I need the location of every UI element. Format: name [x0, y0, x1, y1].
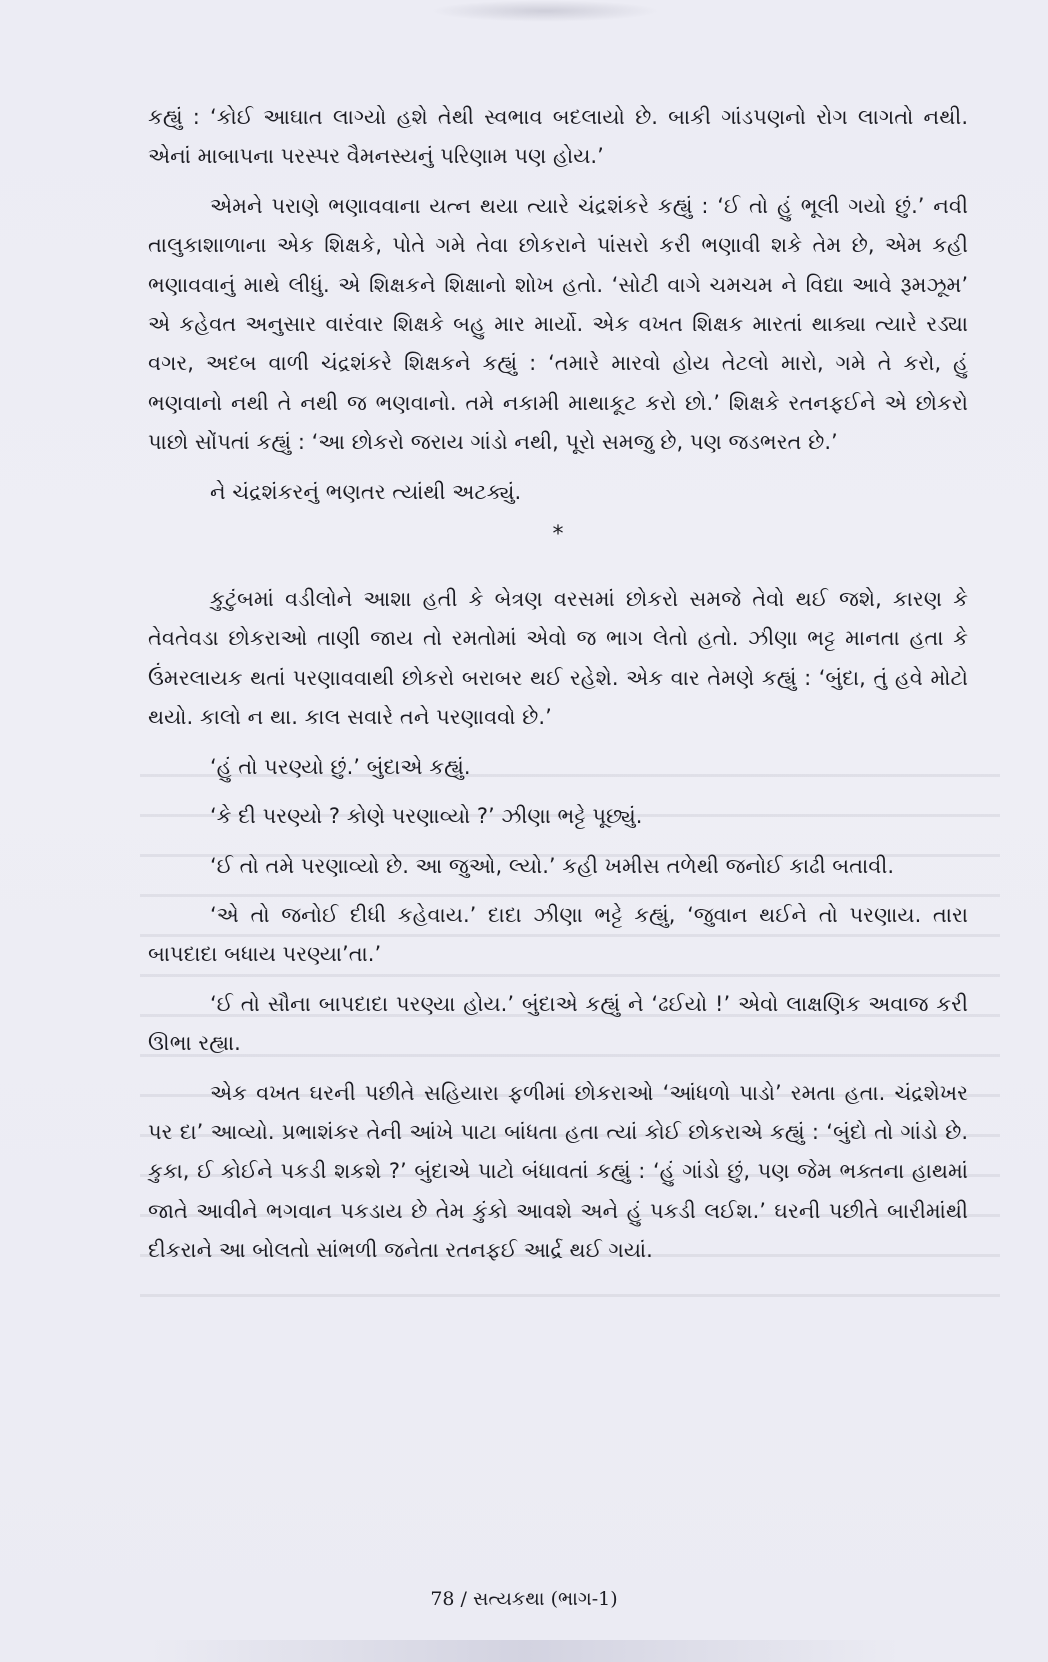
scan-edge	[150, 1640, 900, 1662]
paragraph: ‘એ તો જનોઈ દીધી કહેવાય.’ દાદા ઝીણા ભટ્ટે કહ્યું, ‘જુવાન થઈને તો પરણાય. તારા બાપદાદા બધાય પરણ્યા’તા.’	[148, 902, 968, 967]
paragraph: ‘ઈ તો તમે પરણાવ્યો છે. આ જુઓ, લ્યો.’ કહી ખમીસ તળેથી જનોઈ કાઢી બતાવી.	[210, 853, 895, 878]
paragraph: ‘હું તો પરણ્યો છું.’ બુંદાએ કહ્યું.	[210, 754, 471, 779]
paragraph: એમને પરાણે ભણાવવાના યત્ન થયા ત્યારે ચંદ્રશંકરે કહ્યું : ‘ઈ તો હું ભૂલી ગયો છું.’ નવી તાલુકાશાળાના એક શિક્ષકે, પોતે ગમે તેવા છોકરાને પાંસરો કરી ભણાવી શકે તેમ છે, એમ કહી ભણાવવાનું માથે લીધું. એ શિક્ષકને શિક્ષાનો શોખ હતો. ‘સોટી વાગે ચમચમ ને વિદ્યા આવે રૂમઝૂમ’ એ કહેવત અનુસાર વારંવાર શિક્ષકે બહુ માર માર્યો. એક વખત શિક્ષક મારતાં થાક્યા ત્યારે રડ્યા વગર, અદબ વાળી ચંદ્રશંકરે શિક્ષકને કહ્યું : ‘તમારે મારવો હોય તેટલો મારો, ગમે તે કરો, હું ભણવાનો નથી તે નથી જ ભણવાનો. તમે નકામી માથાકૂટ કરો છો.’ શિક્ષકે રતનફઈને એ છોકરો પાછો સોંપતાં કહ્યું : ‘આ છોકરો જરાય ગાંડો નથી, પૂરો સમજુ છે, પણ જડભરત છે.’	[148, 193, 968, 455]
page-footer: 78 / સત્યકથા (ભાગ-1)	[430, 1588, 618, 1610]
paragraph: કહ્યું : ‘કોઈ આઘાત લાગ્યો હશે તેથી સ્વભાવ બદલાયો છે. બાકી ગાંડપણનો રોગ લાગતો નથી. એનાં માબાપના પરસ્પર વૈમનસ્યનું પરિણામ પણ હોય.’	[148, 105, 968, 169]
scan-smudge	[430, 0, 660, 22]
paragraph: ને ચંદ્રશંકરનું ભણતર ત્યાંથી અટક્યું.	[210, 479, 522, 504]
paragraph: ‘કે દી પરણ્યો ? કોણે પરણાવ્યો ?’ ઝીણા ભટ્ટે પૂછ્યું.	[210, 804, 643, 829]
paragraph: એક વખત ઘરની પછીતે સહિયારા ફળીમાં છોકરાઓ ‘આંધળો પાડો’ રમતા હતા. ચંદ્રશેખર પર દા’ આવ્યો. પ્રભાશંકર તેની આંખે પાટા બાંધતા હતા ત્યાં કોઈ છોકરાએ કહ્યું : ‘બુંદો તો ગાંડો છે. કુકા, ઈ કોઈને પકડી શકશે ?’ બુંદાએ પાટો બંધાવતાં કહ્યું : ‘હું ગાંડો છું, પણ જેમ ભક્તના હાથમાં જાતે આવીને ભગવાન પકડાય છે તેમ કુંકો આવશે અને હું પકડી લઈશ.’ ઘરની પછીતે બારીમાંથી દીકરાને આ બોલતો સાંભળી જનેતા રતનફઈ આર્દ્ર થઈ ગયાં.	[148, 1080, 968, 1263]
paragraph: ‘ઈ તો સૌના બાપદાદા પરણ્યા હોય.’ બુંદાએ કહ્યું ને ‘ઢઈયો !’ એવો લાક્ષણિક અવાજ કરી ઊભા રહ્યા.	[148, 991, 968, 1056]
section-separator: *	[552, 522, 564, 548]
body-text	[148, 98, 968, 1271]
paragraph: કુટુંબમાં વડીલોને આશા હતી કે બેત્રણ વરસમાં છોકરો સમજે તેવો થઈ જશે, કારણ કે તેવતેવડા છોકરાઓ તાણી જાય તો રમતોમાં એવો જ ભાગ લેતો હતો. ઝીણા ભટ્ટ માનતા હતા કે ઉંમરલાયક થતાં પરણાવવાથી છોકરો બરાબર થઈ રહેશે. એક વાર તેમણે કહ્યું : ‘બુંદા, તું હવે મોટો થયો. કાલો ન થા. કાલ સવારે તને પરણાવવો છે.’	[148, 587, 968, 730]
